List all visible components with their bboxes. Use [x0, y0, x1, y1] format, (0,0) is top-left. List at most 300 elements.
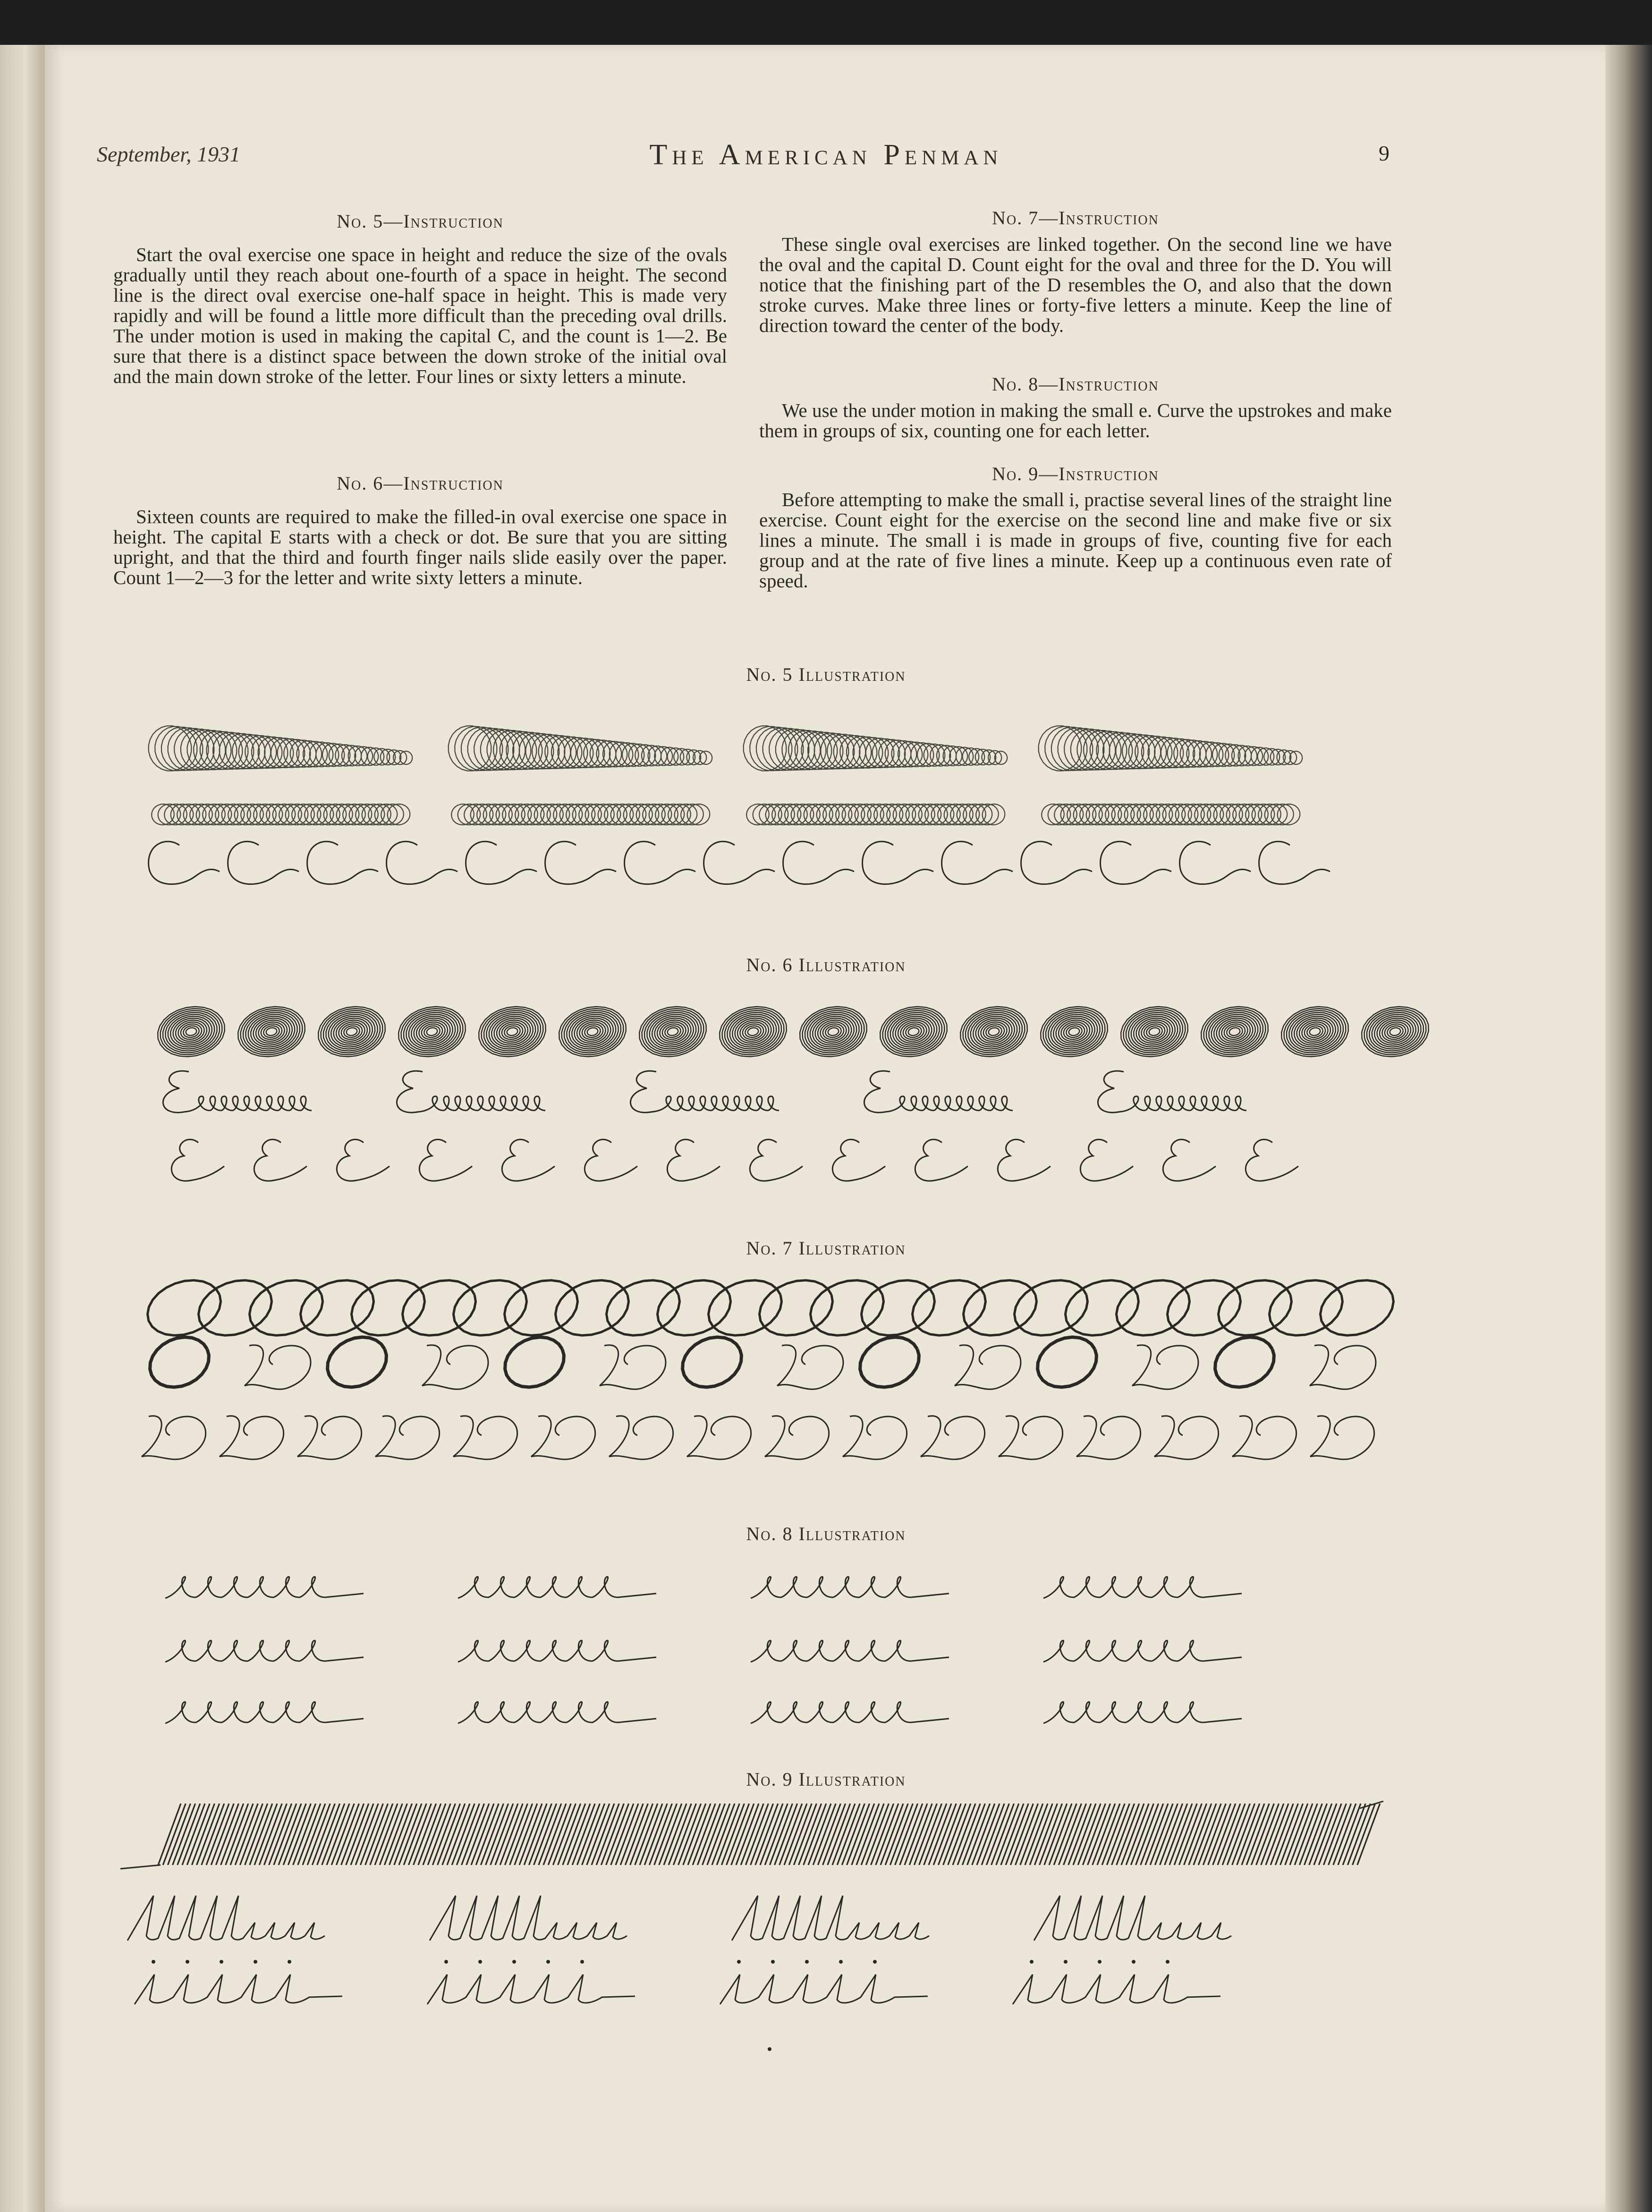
small-i-group — [135, 1975, 342, 2004]
slant-stroke — [572, 1804, 595, 1865]
slant-stroke — [1040, 1804, 1062, 1865]
filled-oval — [318, 1007, 385, 1057]
slant-stroke — [1184, 1804, 1207, 1865]
slant-stroke — [977, 1804, 1000, 1865]
slant-stroke — [1218, 1804, 1240, 1865]
slant-stroke — [808, 1804, 831, 1865]
instruction-5-title: No. 5—Instruction — [337, 211, 504, 232]
i-dot — [1064, 1960, 1067, 1964]
slant-stroke — [592, 1804, 614, 1865]
oval-stroke — [1042, 804, 1300, 825]
slant-stroke — [226, 1804, 248, 1865]
slant-stroke — [784, 1804, 807, 1865]
slant-stroke — [447, 1804, 470, 1865]
e-oval-exercise — [397, 1071, 545, 1112]
slant-stroke — [259, 1804, 282, 1865]
slant-stroke — [587, 1804, 610, 1865]
slant-stroke — [346, 1804, 369, 1865]
oval-o-letter — [328, 1337, 387, 1387]
linked-oval — [1117, 1280, 1190, 1336]
slant-stroke — [510, 1804, 533, 1865]
slant-stroke — [486, 1804, 508, 1865]
slant-stroke — [842, 1804, 864, 1865]
small-e-group — [751, 1641, 949, 1662]
slant-stroke — [659, 1804, 682, 1865]
small-e-group — [458, 1702, 656, 1723]
filled-oval — [479, 1007, 546, 1057]
small-e-group — [165, 1702, 364, 1723]
direct-oval-group — [746, 804, 1005, 825]
illustration-9-artwork — [0, 1799, 1652, 2054]
i-dot — [839, 1960, 843, 1964]
capital-e-letter — [254, 1139, 307, 1181]
linked-oval — [199, 1280, 272, 1336]
capital-d-letter — [843, 1416, 907, 1459]
slant-stroke — [356, 1804, 378, 1865]
slant-stroke — [957, 1804, 980, 1865]
capital-c-letter — [1180, 841, 1251, 884]
capital-d-letter — [220, 1416, 284, 1459]
slant-stroke — [307, 1804, 330, 1865]
slant-stroke — [476, 1804, 499, 1865]
slant-stroke — [216, 1804, 238, 1865]
slant-stroke — [847, 1804, 870, 1865]
slant-stroke — [1353, 1804, 1375, 1865]
capital-e-letter — [1080, 1139, 1133, 1181]
tapering-oval-group — [149, 726, 413, 771]
slant-stroke — [1333, 1804, 1356, 1865]
slant-stroke — [158, 1804, 181, 1865]
slant-stroke — [948, 1804, 971, 1865]
slant-stroke — [779, 1804, 802, 1865]
small-e-group — [458, 1641, 656, 1662]
slant-stroke — [813, 1804, 836, 1865]
slant-stroke — [1343, 1804, 1365, 1865]
capital-d-letter — [375, 1416, 440, 1459]
capital-d-letter — [531, 1416, 595, 1459]
slant-stroke — [1314, 1804, 1337, 1865]
slant-stroke — [1203, 1804, 1226, 1865]
capital-c-letter — [307, 841, 378, 884]
slant-stroke — [375, 1804, 398, 1865]
capital-e-letter — [337, 1139, 390, 1181]
filled-oval — [1201, 1007, 1268, 1057]
slant-stroke — [794, 1804, 816, 1865]
capital-d-letter — [1076, 1416, 1141, 1459]
capital-e-letter — [915, 1139, 968, 1181]
capital-d-letter — [999, 1416, 1063, 1459]
slant-stroke — [1357, 1804, 1380, 1865]
slant-stroke — [1073, 1804, 1096, 1865]
capital-c-letter — [625, 841, 695, 884]
slant-stroke — [664, 1804, 686, 1865]
slant-stroke — [317, 1804, 340, 1865]
slant-stroke — [1266, 1804, 1288, 1865]
capital-c-letter — [149, 841, 220, 884]
slant-stroke — [962, 1804, 985, 1865]
slant-stroke — [972, 1804, 995, 1865]
slant-stroke — [712, 1804, 735, 1865]
linked-oval — [1321, 1280, 1394, 1336]
filled-oval — [880, 1007, 947, 1057]
i-dot — [737, 1960, 741, 1964]
capital-d-letter — [1310, 1416, 1374, 1459]
slant-stroke — [1261, 1804, 1284, 1865]
slant-stroke — [264, 1804, 287, 1865]
instruction-7-title: No. 7—Instruction — [992, 207, 1159, 229]
capital-c-letter — [783, 841, 854, 884]
header-date: September, 1931 — [97, 142, 241, 166]
slant-stroke — [606, 1804, 629, 1865]
slant-stroke — [866, 1804, 889, 1865]
slant-stroke — [303, 1804, 325, 1865]
small-e-group — [1043, 1641, 1242, 1662]
slant-stroke — [1271, 1804, 1293, 1865]
slant-stroke — [432, 1804, 455, 1865]
slant-stroke — [673, 1804, 696, 1865]
small-e-group — [458, 1577, 656, 1598]
linked-oval — [454, 1280, 527, 1336]
slant-stroke — [211, 1804, 234, 1865]
slant-stroke — [1285, 1804, 1308, 1865]
slant-stroke — [283, 1804, 306, 1865]
slant-stroke — [1131, 1804, 1153, 1865]
slant-stroke — [462, 1804, 484, 1865]
slant-stroke — [534, 1804, 557, 1865]
slant-stroke — [515, 1804, 537, 1865]
linked-oval — [658, 1280, 731, 1336]
slant-stroke — [1347, 1804, 1370, 1865]
slant-stroke — [163, 1804, 186, 1865]
capital-e-letter — [502, 1139, 555, 1181]
slant-stroke — [861, 1804, 884, 1865]
linked-oval — [352, 1280, 425, 1336]
slant-stroke — [703, 1804, 725, 1865]
slant-stroke — [1242, 1804, 1264, 1865]
slant-stroke — [543, 1804, 566, 1865]
slant-stroke — [1232, 1804, 1255, 1865]
slant-stroke — [168, 1804, 190, 1865]
illustration-6-title: No. 6 Illustration — [746, 954, 906, 975]
i-dot — [254, 1960, 257, 1964]
slant-stroke — [202, 1804, 224, 1865]
slant-stroke — [1088, 1804, 1110, 1865]
small-e-group — [165, 1577, 364, 1598]
oval-o-letter — [860, 1337, 919, 1387]
slant-stroke — [914, 1804, 937, 1865]
illustration-8-artwork — [0, 1553, 1652, 1761]
capital-c-letter — [466, 841, 537, 884]
slant-stroke — [616, 1804, 638, 1865]
slant-stroke — [611, 1804, 634, 1865]
capital-c-letter — [545, 841, 616, 884]
capital-e-letter — [750, 1139, 803, 1181]
linked-oval — [964, 1280, 1037, 1336]
slant-stroke — [428, 1804, 450, 1865]
slant-stroke — [953, 1804, 975, 1865]
slant-stroke — [649, 1804, 672, 1865]
linked-oval — [709, 1280, 782, 1336]
capital-e-letter — [585, 1139, 637, 1181]
slant-stroke — [895, 1804, 918, 1865]
i-exercise-group — [1034, 1896, 1231, 1941]
linked-oval — [1015, 1280, 1088, 1336]
slant-stroke — [404, 1804, 426, 1865]
slant-stroke — [986, 1804, 1009, 1865]
capital-c-letter — [1259, 841, 1330, 884]
slant-stroke — [1290, 1804, 1313, 1865]
slant-stroke — [529, 1804, 551, 1865]
slant-stroke — [539, 1804, 561, 1865]
oval-stroke — [152, 804, 410, 825]
slant-stroke — [384, 1804, 407, 1865]
slant-stroke — [688, 1804, 711, 1865]
slant-stroke — [1338, 1804, 1361, 1865]
illustration-5-artwork — [0, 703, 1652, 940]
slant-stroke — [274, 1804, 297, 1865]
slant-stroke — [471, 1804, 494, 1865]
slant-stroke — [1246, 1804, 1269, 1865]
slant-stroke — [770, 1804, 792, 1865]
slant-stroke — [1054, 1804, 1076, 1865]
small-e-group — [751, 1702, 949, 1723]
slant-stroke — [828, 1804, 850, 1865]
slant-stroke — [1083, 1804, 1105, 1865]
filled-oval — [960, 1007, 1027, 1057]
slant-stroke — [408, 1804, 431, 1865]
small-i-group — [427, 1975, 635, 2004]
capital-c-letter — [228, 841, 299, 884]
slant-stroke — [293, 1804, 316, 1865]
slant-stroke — [943, 1804, 966, 1865]
capital-d-letter — [600, 1345, 666, 1390]
slant-stroke — [909, 1804, 932, 1865]
slant-stroke — [568, 1804, 590, 1865]
linked-oval — [1066, 1280, 1139, 1336]
slant-stroke — [1227, 1804, 1250, 1865]
i-exercise-group — [430, 1896, 627, 1941]
small-e-group — [751, 1577, 949, 1598]
capital-c-letter — [942, 841, 1013, 884]
capital-e-letter — [419, 1139, 472, 1181]
slant-stroke — [1107, 1804, 1129, 1865]
slant-stroke — [678, 1804, 701, 1865]
linked-oval — [301, 1280, 374, 1336]
slant-stroke — [1020, 1804, 1043, 1865]
slant-stroke — [933, 1804, 956, 1865]
linked-oval — [1219, 1280, 1292, 1336]
slant-stroke — [654, 1804, 677, 1865]
slant-stroke — [312, 1804, 335, 1865]
slant-stroke — [746, 1804, 768, 1865]
slant-stroke — [1275, 1804, 1298, 1865]
illustration-7-artwork — [0, 1275, 1652, 1511]
slant-stroke — [1155, 1804, 1178, 1865]
slant-stroke — [1299, 1804, 1322, 1865]
instruction-6-title: No. 6—Instruction — [337, 473, 504, 494]
slant-stroke — [924, 1804, 947, 1865]
i-dot — [805, 1960, 809, 1964]
instruction-9-text: Before attempting to make the small i, practise several lines of the straight line exercise. Count eight for the exercise on the second line and make five or six lines a minute. The small i is made in groups of five, counting five for each group and at the rate of five lines a minute. Keep up a continuous even rate of speed. — [759, 489, 1392, 592]
tapering-oval-group — [449, 726, 712, 771]
slant-stroke — [1329, 1804, 1351, 1865]
linked-oval — [556, 1280, 629, 1336]
slant-stroke — [370, 1804, 393, 1865]
magazine-title: The American Penman — [649, 139, 1003, 171]
stray-dot — [768, 2047, 771, 2051]
instruction-5-text: Start the oval exercise one space in height and reduce the size of the ovals gradually until they reach about one-fourth of a space in height. The second line is the direct oval exercise one-half space in height. This is made very rapidly and will be found a little more difficult than the preceding oval drills. The under motion is used in making the capital C, and the count is 1—2. Be sure that there is a distinct space between the down stroke of the initial oval and the main down stroke of the letter. Four lines or sixty letters a minute. — [113, 244, 727, 387]
slant-stroke — [558, 1804, 581, 1865]
capital-c-letter — [1101, 841, 1171, 884]
slant-stroke — [871, 1804, 894, 1865]
slant-stroke — [890, 1804, 913, 1865]
slant-stroke — [804, 1804, 826, 1865]
capital-e-letter — [1163, 1139, 1216, 1181]
slant-stroke — [254, 1804, 277, 1865]
slant-stroke — [182, 1804, 205, 1865]
slant-stroke — [230, 1804, 253, 1865]
slant-stroke — [683, 1804, 706, 1865]
slant-stroke — [620, 1804, 643, 1865]
slant-stroke — [818, 1804, 840, 1865]
small-e-group — [165, 1641, 364, 1662]
linked-oval — [811, 1280, 884, 1336]
slant-stroke — [235, 1804, 258, 1865]
oval-stroke — [1039, 726, 1303, 771]
linked-oval — [760, 1280, 833, 1336]
capital-d-letter — [921, 1416, 985, 1459]
i-dot — [1098, 1960, 1101, 1964]
slant-stroke — [279, 1804, 301, 1865]
slant-stroke — [336, 1804, 359, 1865]
slant-stroke — [1030, 1804, 1052, 1865]
direct-oval-group — [451, 804, 710, 825]
slant-stroke — [245, 1804, 268, 1865]
linked-oval — [607, 1280, 680, 1336]
linked-oval — [148, 1280, 221, 1336]
filled-oval — [1121, 1007, 1188, 1057]
slant-stroke — [365, 1804, 388, 1865]
slant-stroke — [390, 1804, 412, 1865]
i-dot — [512, 1960, 516, 1964]
slant-stroke — [1010, 1804, 1033, 1865]
linked-oval — [1168, 1280, 1241, 1336]
page-number: 9 — [1379, 141, 1389, 165]
oval-stroke — [449, 726, 712, 771]
capital-c-letter — [704, 841, 775, 884]
e-oval-exercise — [1098, 1071, 1246, 1112]
slant-stroke — [717, 1804, 739, 1865]
slant-stroke — [206, 1804, 229, 1865]
illustration-8-title: No. 8 Illustration — [746, 1523, 906, 1544]
slant-stroke — [669, 1804, 691, 1865]
slant-stroke — [423, 1804, 446, 1865]
capital-d-letter — [687, 1416, 751, 1459]
filled-oval — [800, 1007, 867, 1057]
slant-stroke — [481, 1804, 503, 1865]
slant-stroke — [1068, 1804, 1091, 1865]
small-i-group — [720, 1975, 928, 2004]
illustration-7-title: No. 7 Illustration — [746, 1237, 906, 1259]
slant-stroke — [919, 1804, 942, 1865]
slant-stroke — [837, 1804, 860, 1865]
slant-stroke — [1016, 1804, 1038, 1865]
slant-stroke — [832, 1804, 855, 1865]
filled-oval — [1281, 1007, 1348, 1057]
slant-stroke — [1169, 1804, 1192, 1865]
slant-stroke — [1121, 1804, 1144, 1865]
slant-stroke — [991, 1804, 1014, 1865]
slant-stroke — [221, 1804, 244, 1865]
slant-stroke — [967, 1804, 990, 1865]
slant-stroke — [269, 1804, 292, 1865]
slant-stroke — [563, 1804, 585, 1865]
slant-stroke — [1251, 1804, 1274, 1865]
slant-stroke — [881, 1804, 903, 1865]
slant-stroke — [452, 1804, 474, 1865]
slant-stroke — [1001, 1804, 1024, 1865]
filled-oval — [238, 1007, 305, 1057]
direct-oval-group — [152, 804, 410, 825]
capital-d-letter — [765, 1416, 829, 1459]
slant-stroke — [1237, 1804, 1260, 1865]
slant-stroke — [1174, 1804, 1197, 1865]
slant-stroke — [885, 1804, 908, 1865]
slant-stroke — [1309, 1804, 1332, 1865]
slant-stroke — [630, 1804, 653, 1865]
i-dot — [478, 1960, 482, 1964]
slant-stroke — [736, 1804, 759, 1865]
slant-stroke — [731, 1804, 754, 1865]
slant-stroke — [1145, 1804, 1168, 1865]
slant-stroke — [553, 1804, 576, 1865]
slant-stroke — [905, 1804, 927, 1865]
linked-oval — [505, 1280, 578, 1336]
slant-stroke — [596, 1804, 619, 1865]
oval-o-letter — [505, 1337, 564, 1387]
slant-stroke — [741, 1804, 763, 1865]
slant-stroke — [394, 1804, 417, 1865]
filled-oval — [1362, 1007, 1429, 1057]
slant-stroke — [765, 1804, 788, 1865]
slant-stroke — [876, 1804, 898, 1865]
slant-stroke — [1208, 1804, 1231, 1865]
filled-oval — [720, 1007, 787, 1057]
capital-e-letter — [1245, 1139, 1298, 1181]
slant-stroke — [250, 1804, 272, 1865]
capital-d-letter — [422, 1345, 488, 1390]
slant-stroke — [438, 1804, 460, 1865]
slant-stroke — [693, 1804, 715, 1865]
slant-stroke — [442, 1804, 465, 1865]
capital-c-letter — [863, 841, 933, 884]
slant-stroke — [601, 1804, 624, 1865]
oval-stroke — [149, 726, 413, 771]
i-dot — [546, 1960, 550, 1964]
capital-d-letter — [609, 1416, 673, 1459]
i-exercise-group — [732, 1896, 929, 1941]
slant-stroke — [418, 1804, 441, 1865]
slant-stroke — [1165, 1804, 1187, 1865]
slant-stroke — [524, 1804, 547, 1865]
slant-stroke — [1141, 1804, 1163, 1865]
linked-oval — [862, 1280, 935, 1336]
i-dot — [580, 1960, 584, 1964]
straight-line-exercise — [120, 1801, 1383, 1869]
slant-stroke — [644, 1804, 667, 1865]
slant-stroke — [929, 1804, 951, 1865]
slant-stroke — [1034, 1804, 1057, 1865]
